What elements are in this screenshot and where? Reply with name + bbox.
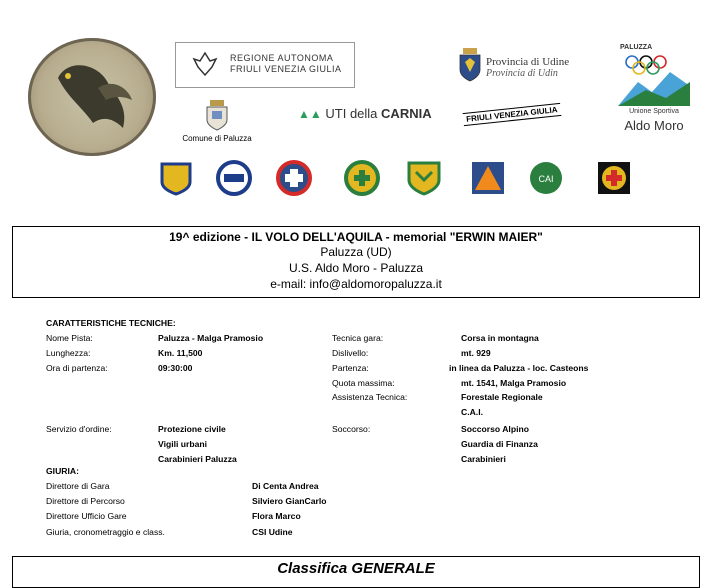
provincia-udine-logo: [456, 46, 596, 92]
giuria-title: GIURIA:: [46, 466, 79, 476]
eagle-icon: [28, 38, 156, 156]
event-club: U.S. Aldo Moro - Paluzza: [288, 261, 424, 275]
olympic-rings-icon: [618, 52, 690, 106]
regione-fvg-logo: [175, 42, 355, 88]
giuria-value-3: Flora Marco: [252, 511, 301, 521]
event-location: Paluzza (UD): [320, 245, 392, 259]
soccorso-value-3: Carabinieri: [461, 454, 506, 464]
shield-icon: [458, 48, 482, 82]
servizio-value-3: Carabinieri Paluzza: [158, 454, 237, 464]
tech-value-nome-pista: Paluzza - Malga Pramosio: [158, 333, 264, 343]
tech-label-quota: Quota massima:: [332, 378, 395, 388]
provincia-line1: Provincia di Udine: [486, 56, 570, 68]
us-line1: Unione Sportiva: [629, 108, 679, 115]
tech-label-lunghezza: Lunghezza:: [46, 348, 91, 358]
eagle-emblem-icon: [190, 49, 220, 79]
soccorso-label: Soccorso:: [332, 424, 371, 434]
tech-label-ora: Ora di partenza:: [46, 363, 108, 373]
forestale-badge-icon: [406, 160, 442, 196]
servizio-value-1: Protezione civile: [158, 424, 226, 434]
tech-label-partenza: Partenza:: [332, 363, 369, 373]
tech-value-lunghezza: Km. 11,500: [158, 348, 203, 358]
tech-label-dislivello: Dislivello:: [332, 348, 369, 358]
uti-suffix: CARNIA: [381, 106, 432, 121]
us-top-label: PALUZZA: [620, 44, 653, 51]
tech-value-assistenza: Forestale Regionale: [461, 392, 543, 402]
tech-label-nome-pista: Nome Pista:: [46, 333, 93, 343]
cai-badge-icon: [528, 160, 564, 196]
comune-label: Comune di Paluzza: [182, 134, 252, 143]
triangles-icon: ▲▲: [298, 107, 322, 121]
giuria-label-3: Direttore Ufficio Gare: [46, 511, 127, 521]
svg-text:CAI: CAI: [538, 174, 554, 184]
us-line2: Aldo Moro: [624, 118, 684, 133]
event-title: 19^ edizione - IL VOLO DELL'AQUILA - memorial "ERWIN MAIER": [169, 230, 543, 244]
guardia-finanza-badge-icon: [158, 160, 194, 196]
friuli-badge: FRIULI VENEZIA GIULIA: [463, 103, 562, 126]
tech-value-ora: 09:30:00: [158, 363, 193, 373]
soccorso-value-2: Guardia di Finanza: [461, 439, 538, 449]
giuria-label-1: Direttore di Gara: [46, 481, 110, 491]
coat-of-arms-icon: [202, 98, 232, 132]
tech-value-partenza: in linea da Paluzza - loc. Casteons: [449, 363, 589, 373]
protezione-civile-triangle-icon: [470, 160, 506, 196]
giuria-value-2: Silviero GianCarlo: [252, 496, 327, 506]
event-email: e-mail: info@aldomoropaluzza.it: [270, 277, 442, 291]
giuria-value-1: Di Centa Andrea: [252, 481, 319, 491]
regione-text: REGIONE AUTONOMA FRIULI VENEZIA GIULIA: [230, 53, 342, 74]
asca-badge-icon: [216, 160, 252, 196]
servizio-label: Servizio d'ordine:: [46, 424, 112, 434]
provincia-line2: Provincia di Udin: [486, 68, 558, 79]
giuria-value-4: CSI Udine: [252, 527, 293, 537]
tech-value-tecnica: Corsa in montagna: [461, 333, 539, 343]
soccorso-value-1: Soccorso Alpino: [461, 424, 529, 434]
tech-label-tecnica: Tecnica gara:: [332, 333, 384, 343]
tech-value-cai: C.A.I.: [461, 407, 483, 417]
event-header-box: [12, 226, 700, 298]
croce-rossa-badge-icon: [596, 160, 632, 196]
us-aldo-moro-logo: [618, 44, 690, 136]
classifica-box: [12, 556, 700, 588]
uti-prefix: UTI della: [325, 106, 378, 121]
comune-paluzza-logo: [172, 98, 262, 146]
uti-carnia-logo: [298, 106, 432, 121]
servizio-value-2: Vigili urbani: [158, 439, 208, 449]
tech-value-quota: mt. 1541, Malga Pramosio: [461, 378, 567, 388]
tech-section-title: CARATTERISTICHE TECNICHE:: [46, 318, 176, 328]
tech-label-assistenza: Assistenza Tecnica:: [332, 392, 408, 402]
tech-value-dislivello: mt. 929: [461, 348, 491, 358]
eagle-club-logo: [28, 38, 156, 156]
giuria-label-4: Giuria, cronometraggio e class.: [46, 527, 165, 537]
soccorso-alpino-badge-icon: [344, 160, 380, 196]
giuria-label-2: Direttore di Percorso: [46, 496, 125, 506]
classifica-title: Classifica GENERALE: [277, 560, 435, 577]
protezione-civile-badge-icon: [276, 160, 312, 196]
